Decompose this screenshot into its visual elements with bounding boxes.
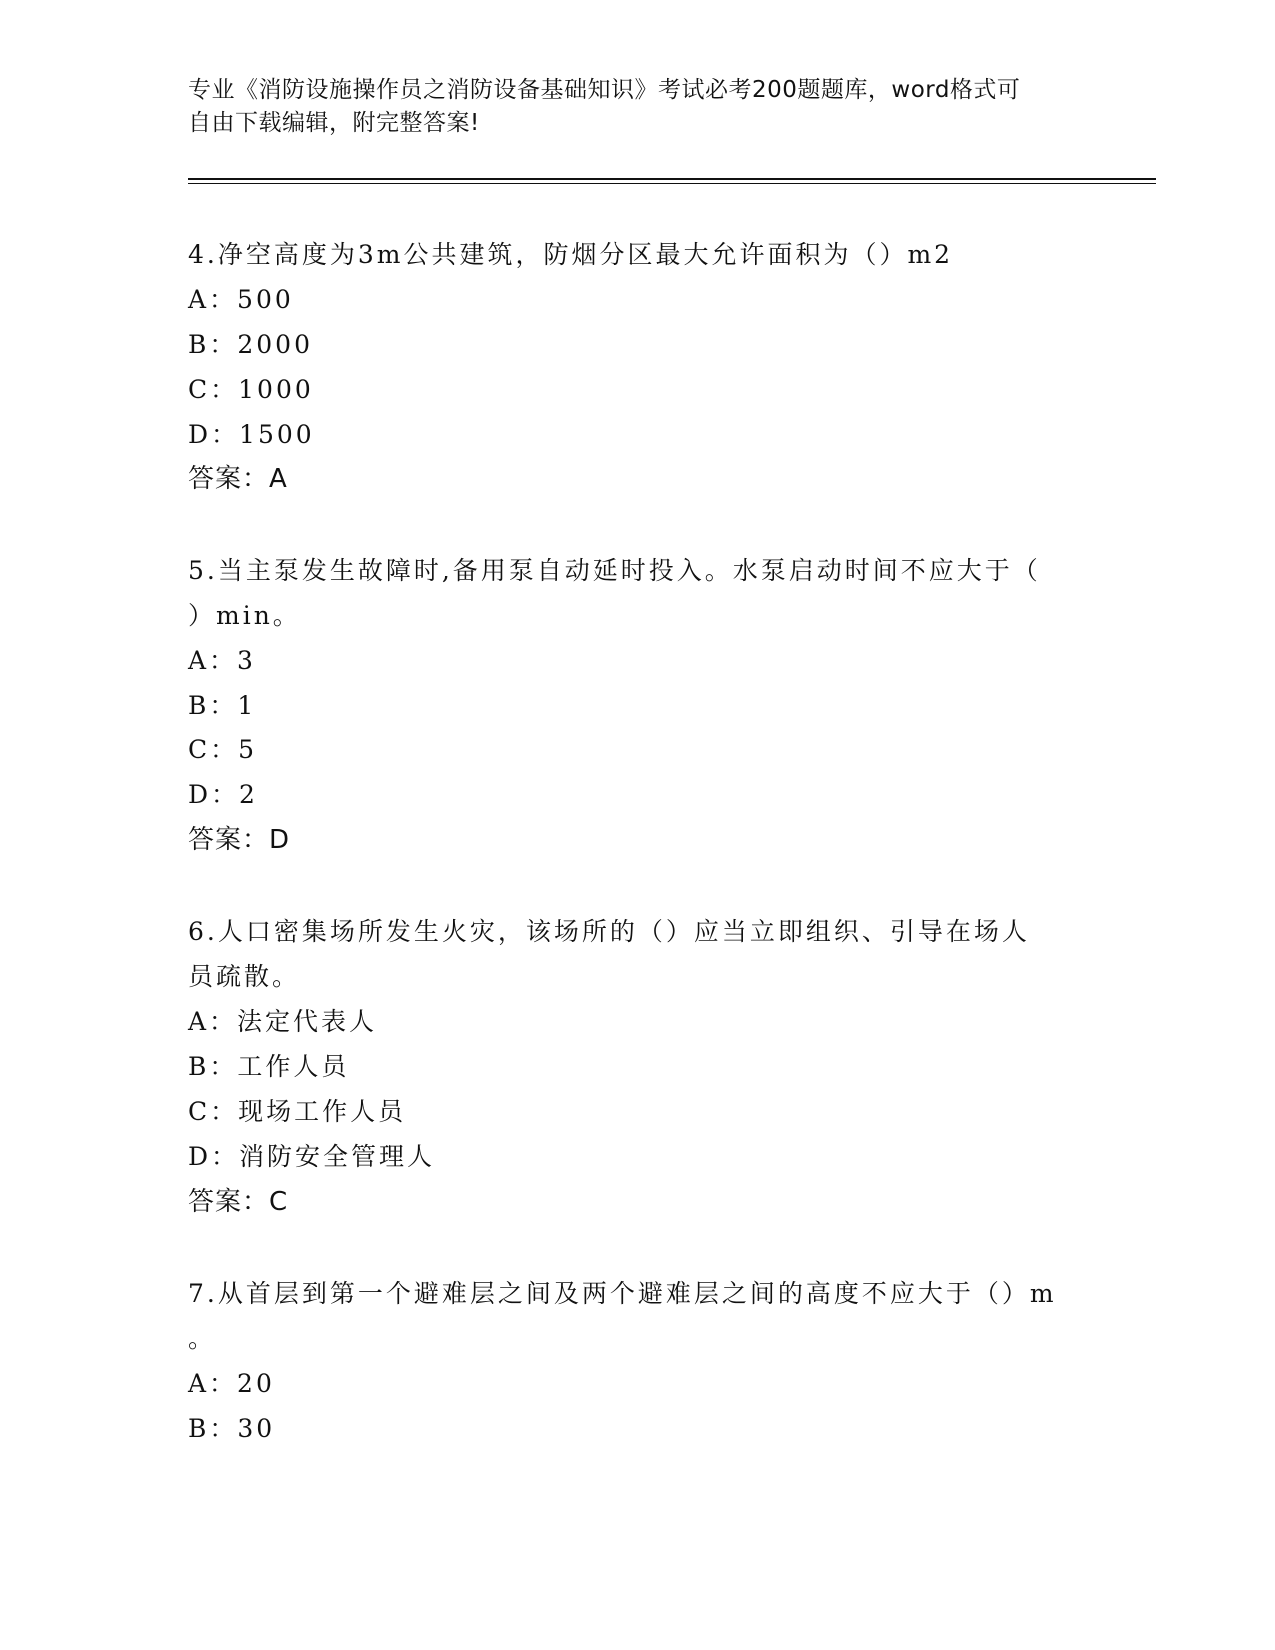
question-6-stem-line-1: 6.人口密集场所发生火灾，该场所的（）应当立即组织、引导在场人 bbox=[188, 917, 1030, 946]
header-line-1: 专业《消防设施操作员之消防设备基础知识》考试必考200题题库，word格式可 bbox=[188, 77, 1021, 103]
question-7-stem-line-2: 。 bbox=[188, 1324, 217, 1353]
question-4-option-d: D：1500 bbox=[188, 420, 315, 449]
question-6-option-d: D：消防安全管理人 bbox=[188, 1142, 436, 1171]
question-5-option-c: C：5 bbox=[188, 735, 258, 764]
header-rule-thin bbox=[188, 183, 1156, 184]
question-6-option-b: B：工作人员 bbox=[188, 1052, 350, 1081]
question-4-option-c: C：1000 bbox=[188, 375, 314, 404]
question-5-stem-line-2: ）min。 bbox=[188, 601, 301, 630]
question-6-option-a: A：法定代表人 bbox=[188, 1007, 378, 1036]
question-6-stem-line-2: 员疏散。 bbox=[188, 962, 301, 991]
question-6-option-c: C：现场工作人员 bbox=[188, 1097, 407, 1126]
question-4-answer: 答案：A bbox=[188, 464, 288, 494]
question-4-option-b: B：2000 bbox=[188, 330, 313, 359]
question-5-option-b: B：1 bbox=[188, 691, 257, 720]
question-6-answer: 答案：C bbox=[188, 1187, 289, 1217]
question-7-option-a: A：20 bbox=[188, 1369, 275, 1398]
question-4-option-a: A：500 bbox=[188, 285, 294, 314]
question-5-option-d: D：2 bbox=[188, 780, 258, 809]
question-7-stem-line-1: 7.从首层到第一个避难层之间及两个避难层之间的高度不应大于（）m bbox=[188, 1279, 1057, 1308]
header-line-2: 自由下载编辑，附完整答案! bbox=[188, 110, 480, 136]
question-5-option-a: A：3 bbox=[188, 646, 256, 675]
question-7-option-b: B：30 bbox=[188, 1414, 276, 1443]
question-4-stem: 4.净空高度为3m公共建筑，防烟分区最大允许面积为（）m2 bbox=[188, 240, 954, 269]
question-5-answer: 答案：D bbox=[188, 825, 291, 855]
document-header bbox=[188, 74, 1088, 140]
question-5-stem-line-1: 5.当主泵发生故障时,备用泵自动延时投入。水泵启动时间不应大于（ bbox=[188, 556, 1041, 585]
header-rule-thick bbox=[188, 178, 1156, 180]
